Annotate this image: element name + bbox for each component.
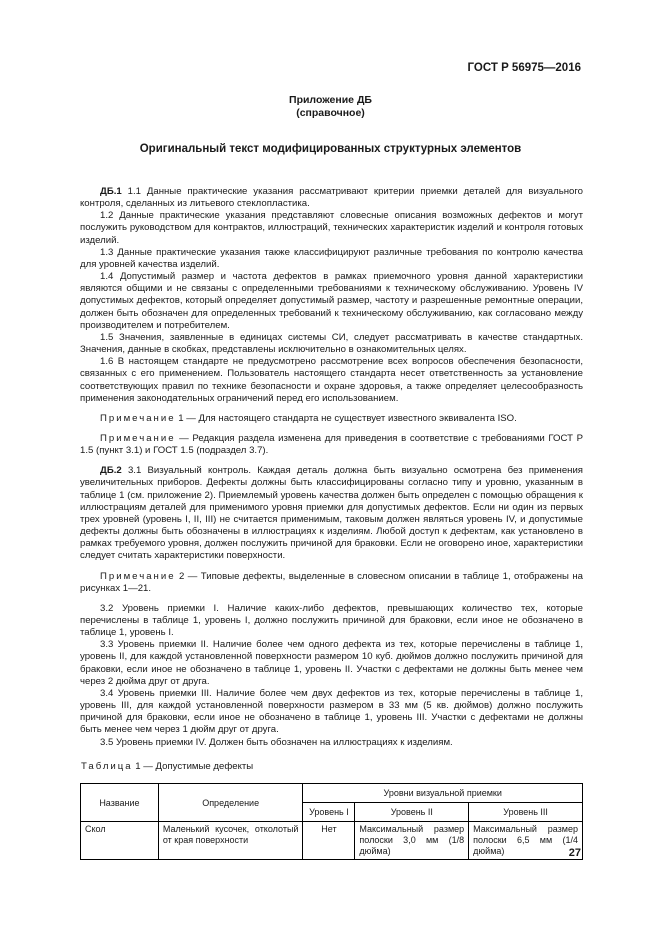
note-1-text: 1 — Для настоящего стандарта не существует известного эквивалента ISO. bbox=[175, 412, 517, 424]
paragraph-db1-6: 1.6 В настоящем стандарте не предусмотрено рассмотрение всех вопросов обеспечения безопасности, связанных с его применением. Пользователь настоящего стандарта несет ответственность за установление соответствующих правил по технике безопасности и охране здоровья, а также определяет целесообразность применения законодательных ограничений перед его использованием. bbox=[80, 356, 583, 404]
note-1 bbox=[80, 413, 583, 425]
note-edit-label: Примечание bbox=[100, 432, 176, 444]
paragraph-db1-5: 1.5 Значения, заявленные в единицах системы СИ, следует рассматривать в качестве стандартных. Значения, данные в скобках, представлены исключительно в ознакомительных целях. bbox=[80, 331, 583, 356]
table-caption bbox=[81, 761, 253, 772]
paragraph-db2-4: 3.4 Уровень приемки III. Наличие более чем двух дефектов из тех, которые перечислены в таблице 1, уровень III, для каждой установленной поверхности размером в 33 мм (5 кв. дюймов) должно послужить причиной для браковки, если иное не обозначено в таблице 1, уровень III. Участки с дефектами не должны быть менее чем через 1 дюйм друг от друга. bbox=[80, 687, 583, 736]
db2-p1-text: 3.1 Визуальный контроль. Каждая деталь должна быть визуально осмотрена без применения увеличительных приборов. Дефекты должны быть классифицированы согласно типу и уровню, указанным в таблице 1 (см. приложение 2). Приемлемый уровень качества должен быть определен с помощью обращения к иллюстрациям деталей для применимого уровня приемки для допустимых дефектов. Если ни один из первых трех уровней (уровень I, II, III) не считается применимым, таковым должен являться уровень IV, и допустимые дефекты должны быть обозначены в иллюстрациях к изделиям. Любой доступ к дефектам, как установлено в рамках требуемого уровня, должен послужить причиной для браковки. Если не оговорено иное, характеристики следует считать характеристики поверхности. bbox=[80, 465, 584, 562]
cell-definition: Маленький кусочек, отколотый от края поверхности bbox=[158, 822, 303, 860]
defects-table bbox=[80, 783, 583, 860]
col-header-level3: Уровень III bbox=[469, 803, 583, 822]
paragraph-db2-5: 3.5 Уровень приемки IV. Должен быть обозначен на иллюстрациях к изделиям. bbox=[100, 736, 453, 748]
cell-level3: Максимальный размер полоски 6,5 мм (1/4 дюйма) bbox=[469, 822, 583, 860]
table-row bbox=[81, 822, 583, 860]
clause-label-db1: ДБ.1 bbox=[100, 186, 122, 197]
cell-name: Скол bbox=[81, 822, 159, 860]
table-caption-text: 1 — Допустимые дефекты bbox=[132, 761, 254, 772]
note-edit bbox=[80, 433, 583, 457]
note-1-label: Примечание bbox=[100, 412, 176, 424]
paragraph-db1-2: 1.2 Данные практические указания представляют словесные описания возможных дефектов и могут послужить руководством для контрактов, иллюстраций, технических характеристик изделий и контроля готовых изделий. bbox=[80, 210, 583, 246]
col-header-level1: Уровень I bbox=[303, 803, 355, 822]
cell-level2: Максимальный размер полоски 3,0 мм (1/8 дюйма) bbox=[355, 822, 469, 860]
cell-level1: Нет bbox=[303, 822, 355, 860]
annex-subtitle: (справочное) bbox=[296, 107, 365, 119]
section-heading: Оригинальный текст модифицированных структурных элементов bbox=[139, 143, 522, 155]
db1-p1-text: 1.1 Данные практические указания рассматривают критерии приемки деталей для визуального контроля, сделанных из литьевого стеклопластика. bbox=[80, 186, 583, 210]
annex-title: Приложение ДБ bbox=[289, 94, 372, 106]
col-header-level2: Уровень II bbox=[355, 803, 469, 822]
col-header-definition: Определение bbox=[158, 784, 303, 822]
paragraph-db2-2: 3.2 Уровень приемки I. Наличие каких-либо дефектов, превышающих количество тех, которые перечислены в таблице 1, уровень I, должно послужить причиной для браковки, если иное не обозначено в таблице 1, уровень I. bbox=[80, 602, 583, 639]
note-2 bbox=[80, 571, 583, 595]
note-edit-text: — Редакция раздела изменена для приведения в соответствие с требованиями ГОСТ Р 1.5 (пункт 3.1) и ГОСТ 1.5 (подраздел 3.7). bbox=[80, 432, 583, 457]
paragraph-db1-1 bbox=[80, 186, 583, 210]
table-header-row bbox=[81, 784, 583, 803]
paragraph-db2-3: 3.3 Уровень приемки II. Наличие более чем одного дефекта из тех, которые перечислены в таблице 1, уровень II, для каждой установленной поверхности размером 10 куб. дюймов должно послужить причиной для браковки, если иное не обозначено в таблице 1, уровень II. Участки с дефектами не должны быть менее чем через 2 дюйма друг от друга. bbox=[80, 639, 583, 687]
table-caption-label: Таблица bbox=[81, 761, 133, 772]
paragraph-db2-1 bbox=[80, 465, 583, 562]
page-number: 27 bbox=[568, 847, 581, 859]
col-header-name: Название bbox=[81, 784, 159, 822]
clause-label-db2: ДБ.2 bbox=[100, 465, 122, 477]
document-code: ГОСТ Р 56975—2016 bbox=[467, 62, 581, 74]
body-text bbox=[80, 186, 583, 749]
note-2-label: Примечание bbox=[100, 570, 176, 582]
note-2-text: 2 — Типовые дефекты, выделенные в словесном описании в таблице 1, отображены на рисунках 1—21. bbox=[80, 570, 583, 594]
paragraph-db1-3: 1.3 Данные практические указания также классифицируют различные требования по контролю качества для уровней качества изделий. bbox=[80, 246, 583, 270]
paragraph-db1-4: 1.4 Допустимый размер и частота дефектов в рамках приемочного уровня данной характеристики являются общими и не связаны с определенными требованиями к техническому обслуживанию. Уровень IV допустимых дефектов, который определяет допустимый размер, частоту и разрешенные ремонтные операции, должен быть обозначен для определенных требований к техническому обслуживанию, как согласовано между производителем и потребителем. bbox=[80, 271, 583, 331]
col-header-levels: Уровни визуальной приемки bbox=[303, 784, 583, 803]
